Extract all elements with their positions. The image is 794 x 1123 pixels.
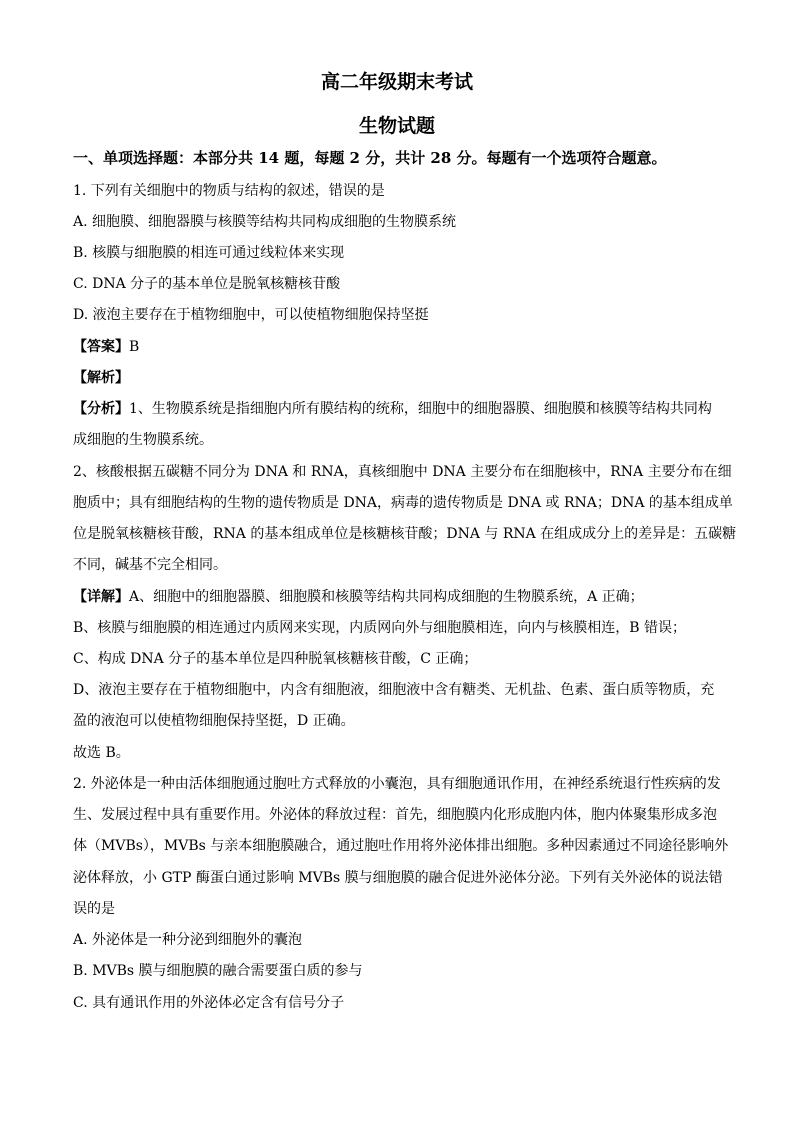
analysis-line: 2、核酸根据五碳糖不同分为 DNA 和 RNA，真核细胞中 DNA 主要分布在细胞核中，RNA 主要分布在细 (73, 464, 732, 480)
question-2-stem: 误的是 (73, 901, 115, 917)
conclusion-line: 故选 B。 (73, 745, 130, 761)
detail-line: B、核膜与细胞膜的相连通过内质网来实现，内质网向外与细胞膜相连，向内与核膜相连，B 错误； (73, 620, 687, 636)
analysis-line: 成细胞的生物膜系统。 (73, 432, 213, 448)
detail-text: A、细胞中的细胞器膜、细胞膜和核膜等结构共同构成细胞的生物膜系统，A 正确； (129, 589, 644, 605)
page-title: 高二年级期末考试 (320, 71, 473, 93)
question-2-stem: 泌体释放，小 GTP 酶蛋白通过影响 MVBs 膜与细胞膜的融合促进外泌体分泌。下列有关外泌体的说法错 (73, 870, 723, 886)
question-1-option-a: A. 细胞膜、细胞器膜与核膜等结构共同构成细胞的生物膜系统 (73, 214, 457, 230)
question-2-option-a: A. 外泌体是一种分泌到细胞外的囊泡 (73, 932, 303, 948)
question-1-option-d: D. 液泡主要存在于植物细胞中，可以使植物细胞保持坚挺 (73, 307, 429, 323)
analysis-line (73, 399, 723, 419)
question-1-stem: 1. 下列有关细胞中的物质与结构的叙述，错误的是 (73, 183, 385, 199)
analysis-line: 胞质中；具有细胞结构的生物的遗传物质是 DNA，病毒的遗传物质是 DNA 或 RNA；DNA 的基本组成单 (73, 495, 733, 511)
question-2-stem: 2. 外泌体是一种由活体细胞通过胞吐方式释放的小囊泡，具有细胞通讯作用，在神经系统退行性疾病的发 (73, 776, 721, 792)
detail-line: 盈的液泡可以使植物细胞保持坚挺，D 正确。 (73, 713, 355, 729)
xiangjie-tag: 【详解】 (73, 589, 129, 605)
section-heading: 一、单项选择题：本部分共 14 题，每题 2 分，共计 28 分。每题有一个选项符合题意。 (73, 149, 667, 167)
detail-line (73, 587, 723, 607)
question-1-option-c: C. DNA 分子的基本单位是脱氧核糖核苷酸 (73, 276, 341, 292)
answer-tag: 【答案】 (73, 339, 129, 355)
detail-line: C、构成 DNA 分子的基本单位是四种脱氧核糖核苷酸，C 正确； (73, 651, 478, 667)
answer-value: B (129, 339, 140, 355)
answer-line (73, 337, 723, 357)
question-1-option-b: B. 核膜与细胞膜的相连可通过线粒体来实现 (73, 245, 345, 261)
fenxi-text: 1、生物膜系统是指细胞内所有膜结构的统称，细胞中的细胞器膜、细胞膜和核膜等结构共同构 (129, 401, 712, 417)
analysis-tag: 【解析】 (73, 370, 129, 386)
detail-line: D、液泡主要存在于植物细胞中，内含有细胞液，细胞液中含有糖类、无机盐、色素、蛋白质等物质，充 (73, 682, 715, 698)
page-subtitle: 生物试题 (358, 115, 435, 137)
question-2-stem: 生、发展过程中具有重要作用。外泌体的释放过程：首先，细胞膜内化形成胞内体，胞内体聚集形成多泡 (73, 807, 717, 823)
fenxi-tag: 【分析】 (73, 401, 129, 417)
analysis-line: 位是脱氧核糖核苷酸，RNA 的基本组成单位是核糖核苷酸；DNA 与 RNA 在组成成分上的差异是：五碳糖 (73, 526, 737, 542)
question-2-option-b: B. MVBs 膜与细胞膜的融合需要蛋白质的参与 (73, 963, 363, 979)
question-2-option-c: C. 具有通讯作用的外泌体必定含有信号分子 (73, 995, 345, 1011)
analysis-line: 不同，碱基不完全相同。 (73, 557, 227, 573)
question-2-stem: 体（MVBs），MVBs 与亲本细胞膜融合，通过胞吐作用将外泌体排出细胞。多种因素通过不同途径影响外 (73, 838, 729, 854)
